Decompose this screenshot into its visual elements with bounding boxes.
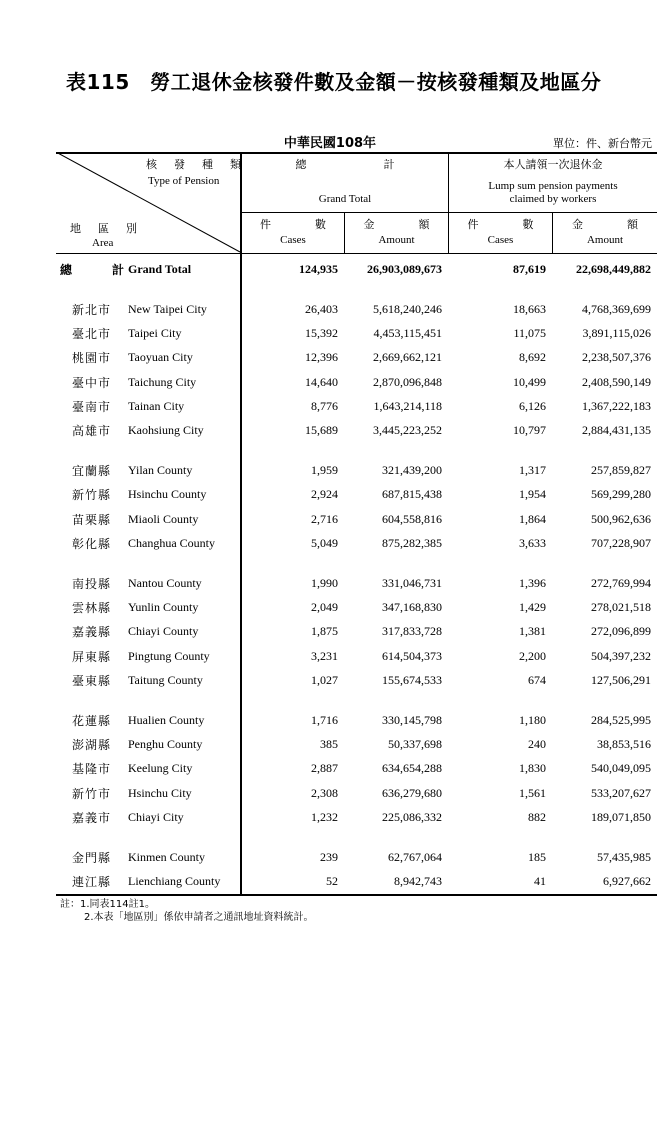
cases-value: 26,403: [305, 302, 338, 316]
table-row: [56, 485, 657, 503]
cases-value: 2,924: [311, 487, 338, 502]
ls-cases-value: 1,830: [519, 761, 546, 776]
amount-value: 330,145,798: [382, 713, 442, 727]
table-row: [56, 784, 657, 802]
ls-cases-value: 882: [528, 809, 546, 824]
cases-value: 2,887: [311, 761, 338, 776]
ls-amount-value: 127,506,291: [591, 672, 651, 687]
ls-cases-value: 8,692: [519, 350, 546, 365]
ls-cases-value: 1,954: [519, 487, 546, 502]
amount-value: 2,669,662,121: [373, 350, 442, 365]
unit-label: 單位：件、新台幣元: [553, 137, 652, 150]
pension-type-en: Type of Pension: [148, 175, 220, 187]
table-row: [56, 647, 657, 665]
area-name-en: Yilan County: [128, 463, 193, 478]
cases-value: 14,640: [305, 374, 338, 389]
ls-cases-value: 1,429: [519, 600, 546, 615]
header-bottom-rule: [56, 253, 657, 254]
grand-total-zh: 總 計: [295, 158, 395, 171]
area-name-zh: 臺南市: [72, 399, 112, 414]
area-name-zh: 新竹市: [72, 786, 112, 801]
cases-value: 52: [326, 874, 338, 889]
total-row: [56, 260, 657, 278]
area-name-zh: 新竹縣: [72, 488, 112, 503]
pension-type-zh: 核 發 種 類: [146, 158, 244, 171]
area-name-en: Chiayi County: [128, 624, 199, 639]
ls-amount-value: 500,962,636: [591, 511, 651, 526]
ls-cases-value: 18,663: [513, 302, 546, 316]
ls-amount-value: 38,853,516: [597, 737, 651, 752]
amount-value: 3,445,223,252: [373, 423, 442, 437]
area-name-zh: 屏東縣: [72, 649, 112, 664]
area-name-zh: 總 計: [60, 263, 139, 277]
ls-amount-value: 504,397,232: [591, 648, 651, 663]
table-row: [56, 324, 657, 342]
area-name-zh: 嘉義市: [72, 810, 112, 825]
cases-value: 239: [320, 850, 338, 864]
area-en: Area: [92, 237, 114, 249]
ls-cases-value: 1,180: [519, 713, 546, 727]
area-name-en: Hsinchu City: [128, 785, 192, 800]
ls-amount-value: 2,884,431,135: [582, 423, 651, 437]
area-name-zh: 連江縣: [72, 875, 112, 890]
ls-cases-value: 1,317: [519, 463, 546, 478]
lump-sum-en-1: Lump sum pension payments: [488, 180, 618, 192]
amount-value: 50,337,698: [388, 737, 442, 752]
amount-value: 636,279,680: [382, 785, 442, 800]
table-row: [56, 598, 657, 616]
table-row: [56, 872, 657, 890]
ls-amount-value: 569,299,280: [591, 487, 651, 502]
cases-zh-2: 件 數: [467, 218, 534, 231]
amount-value: 2,870,096,848: [373, 374, 442, 389]
area-name-zh: 花蓮縣: [72, 714, 112, 728]
cases-value: 2,049: [311, 600, 338, 615]
amount-en-1: Amount: [378, 234, 415, 246]
amount-value: 634,654,288: [382, 761, 442, 776]
footnote-1: 註：1.同表114註1。: [60, 899, 155, 910]
ls-cases-value: 11,075: [513, 326, 546, 341]
amount-value: 875,282,385: [382, 535, 442, 550]
ls-amount-value: 2,408,590,149: [582, 374, 651, 389]
area-name-en: Lienchiang County: [128, 874, 221, 889]
amount-value: 155,674,533: [382, 672, 442, 687]
amount-value: 4,453,115,451: [373, 326, 442, 341]
cases-value: 1,959: [311, 463, 338, 478]
area-name-zh: 新北市: [72, 303, 112, 317]
area-name-zh: 雲林縣: [72, 601, 112, 616]
bottom-rule: [56, 894, 657, 896]
table-row: [56, 622, 657, 640]
cases-value: 1,990: [311, 576, 338, 590]
area-name-zh: 桃園市: [72, 351, 112, 366]
ls-cases-value: 6,126: [519, 398, 546, 413]
cases-zh-1: 件 數: [260, 218, 326, 231]
amount-value: 26,903,089,673: [367, 262, 442, 276]
table-row: [56, 574, 657, 592]
table-row: [56, 510, 657, 528]
area-name-zh: 宜蘭縣: [72, 464, 112, 479]
ls-cases-value: 1,561: [519, 785, 546, 800]
amount-zh-1: 金 額: [363, 218, 430, 231]
area-name-zh: 高雄市: [72, 424, 112, 438]
amount-value: 5,618,240,246: [373, 302, 442, 316]
ls-cases-value: 3,633: [519, 535, 546, 550]
area-name-en: Kinmen County: [128, 850, 205, 864]
ls-cases-value: 10,797: [513, 423, 546, 437]
cases-value: 1,716: [311, 713, 338, 727]
amount-zh-2: 金 額: [572, 218, 638, 231]
table-row: [56, 397, 657, 415]
ls-amount-value: 272,096,899: [591, 624, 651, 639]
area-name-zh: 臺中市: [72, 375, 112, 390]
ls-amount-value: 284,525,995: [591, 713, 651, 727]
ls-cases-value: 2,200: [519, 648, 546, 663]
grand-total-en: Grand Total: [318, 193, 372, 205]
cases-value: 2,308: [311, 785, 338, 800]
area-name-zh: 臺東縣: [72, 673, 112, 688]
area-name-en: Nantou County: [128, 576, 202, 590]
ls-amount-value: 272,769,994: [591, 576, 651, 590]
table-row: [56, 461, 657, 479]
ls-cases-value: 87,619: [513, 262, 546, 276]
ls-amount-value: 1,367,222,183: [582, 398, 651, 413]
year-label: 中華民國108年: [283, 136, 377, 151]
cases-value: 1,027: [311, 672, 338, 687]
ls-cases-value: 1,381: [519, 624, 546, 639]
area-name-en: Taichung City: [128, 374, 197, 389]
amount-value: 687,815,438: [382, 487, 442, 502]
cases-value: 1,875: [311, 624, 338, 639]
area-name-en: Pingtung County: [128, 648, 210, 663]
amount-value: 8,942,743: [394, 874, 442, 889]
ls-cases-value: 1,864: [519, 511, 546, 526]
ls-amount-value: 4,768,369,699: [582, 302, 651, 316]
amount-value: 62,767,064: [388, 850, 442, 864]
area-name-en: Penghu County: [128, 737, 203, 752]
amount-value: 604,558,816: [382, 511, 442, 526]
amount-value: 1,643,214,118: [373, 398, 442, 413]
area-name-en: Yunlin County: [128, 600, 199, 615]
amount-value: 321,439,200: [382, 463, 442, 478]
ls-amount-value: 257,859,827: [591, 463, 651, 478]
footnotes: [60, 898, 314, 924]
area-name-en: Taitung County: [128, 672, 203, 687]
table-row: [56, 759, 657, 777]
area-name-zh: 澎湖縣: [72, 738, 112, 753]
area-name-en: Changhua County: [128, 535, 215, 550]
table-row: [56, 808, 657, 826]
footnote-2: 2.本表「地區別」係依申請者之通訊地址資料統計。: [84, 912, 314, 923]
area-name-en: New Taipei City: [128, 302, 207, 316]
area-name-zh: 基隆市: [72, 762, 112, 777]
ls-amount-value: 278,021,518: [591, 600, 651, 615]
area-name-zh: 嘉義縣: [72, 625, 112, 640]
ls-amount-value: 22,698,449,882: [576, 262, 651, 276]
ls-amount-value: 3,891,115,026: [582, 326, 651, 341]
area-name-en: Tainan City: [128, 398, 185, 413]
area-name-zh: 苗栗縣: [72, 512, 112, 527]
area-name-en: Chiayi City: [128, 809, 184, 824]
amount-value: 331,046,731: [382, 576, 442, 590]
cases-value: 12,396: [305, 350, 338, 365]
cases-value: 8,776: [311, 398, 338, 413]
amount-value: 347,168,830: [382, 600, 442, 615]
table-row: [56, 373, 657, 391]
cases-value: 15,392: [305, 326, 338, 341]
cases-value: 3,231: [311, 648, 338, 663]
ls-amount-value: 6,927,662: [603, 874, 651, 889]
cases-value: 385: [320, 737, 338, 752]
table-row: [56, 735, 657, 753]
area-name-en: Taoyuan City: [128, 350, 193, 365]
area-name-en: Grand Total: [128, 262, 192, 276]
ls-cases-value: 240: [528, 737, 546, 752]
ls-cases-value: 185: [528, 850, 546, 864]
amount-value: 614,504,373: [382, 648, 442, 663]
area-name-en: Kaohsiung City: [128, 423, 204, 437]
area-name-en: Hsinchu County: [128, 487, 207, 502]
area-zh: 地 區 別: [70, 222, 140, 235]
ls-cases-value: 41: [534, 874, 546, 889]
ls-amount-value: 540,049,095: [591, 761, 651, 776]
cases-en-1: Cases: [280, 234, 306, 246]
amount-value: 225,086,332: [382, 809, 442, 824]
table-row: [56, 711, 657, 729]
cases-en-2: Cases: [487, 234, 514, 246]
area-name-en: Miaoli County: [128, 511, 199, 526]
cases-value: 2,716: [311, 511, 338, 526]
area-name-zh: 彰化縣: [72, 536, 112, 551]
amount-en-2: Amount: [586, 234, 624, 246]
table-row: [56, 848, 657, 866]
cases-value: 15,689: [305, 423, 338, 437]
table-row: [56, 300, 657, 318]
table-row: [56, 671, 657, 689]
amount-value: 317,833,728: [382, 624, 442, 639]
ls-amount-value: 189,071,850: [591, 809, 651, 824]
area-name-zh: 臺北市: [72, 327, 112, 342]
table-row: [56, 348, 657, 366]
lump-sum-en-2: claimed by workers: [509, 193, 597, 205]
table-row: [56, 421, 657, 439]
lump-sum-zh: 本人請領一次退休金: [503, 158, 603, 171]
ls-amount-value: 2,238,507,376: [582, 350, 651, 365]
ls-amount-value: 57,435,985: [597, 850, 651, 864]
area-name-zh: 南投縣: [72, 577, 112, 591]
ls-cases-value: 674: [528, 672, 546, 687]
cases-value: 5,049: [311, 535, 338, 550]
table-row: [56, 534, 657, 552]
area-name-en: Taipei City: [128, 326, 182, 341]
ls-cases-value: 1,396: [519, 576, 546, 590]
area-name-en: Keelung City: [128, 761, 193, 776]
cases-value: 1,232: [311, 809, 338, 824]
area-name-zh: 金門縣: [72, 851, 112, 865]
ls-amount-value: 707,228,907: [591, 535, 651, 550]
area-name-en: Hualien County: [128, 713, 205, 727]
cases-value: 124,935: [299, 262, 338, 276]
ls-amount-value: 533,207,627: [591, 785, 651, 800]
ls-cases-value: 10,499: [513, 374, 546, 389]
page-title: 表115 勞工退休金核發件數及金額－按核發種類及地區分: [66, 70, 602, 94]
